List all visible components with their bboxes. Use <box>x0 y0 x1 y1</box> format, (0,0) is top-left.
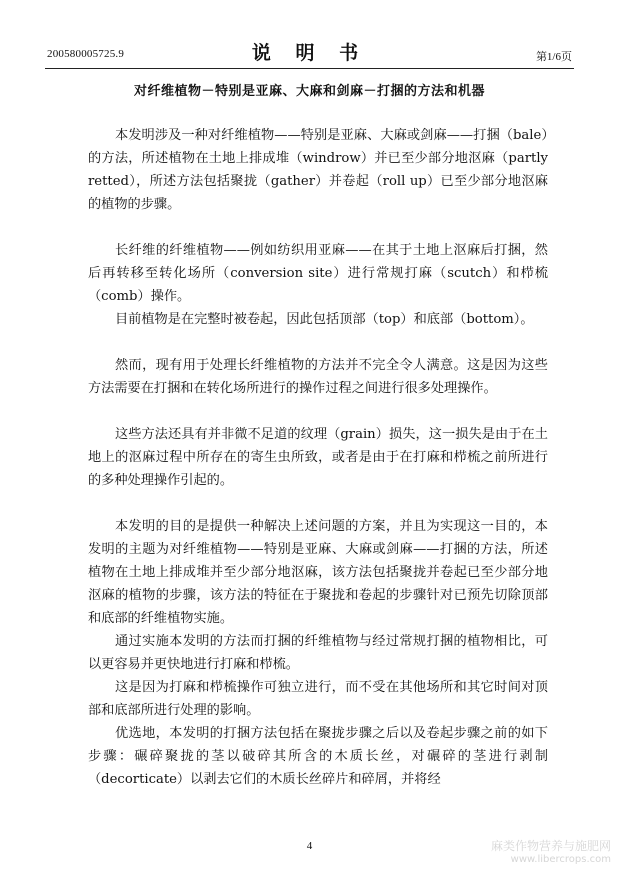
document-number: 200580005725.9 <box>47 48 125 60</box>
paragraph-current-state: 目前植物是在完整时被卷起，因此包括顶部（top）和底部（bottom）。 <box>115 312 534 327</box>
watermark-site-name: 麻类作物营养与施肥网 <box>490 839 611 853</box>
paragraph-object: 本发明的目的是提供一种解决上述问题的方案，并且为实现这一目的，本发明的主题为对纤维植物——特别是亚麻、大麻或剑麻——打捆的方法，所述植物在土地上排成堆并至少部分地沤麻，该方法包括聚拢并卷起已至少部分地沤麻的植物的步骤，该方法的特征在于聚拢和卷起的步骤针对已预先切除顶部和底部的纤维植物实施。 <box>88 519 548 626</box>
paragraph-preferred: 优选地，本发明的打捆方法包括在聚拢步骤之后以及卷起步骤之前的如下步骤：碾碎聚拢的茎以破碎其所含的木质长丝，对碾碎的茎进行剥制（decorticate）以剥去它们的木质长丝碎片和碎屑，并将经 <box>88 726 548 787</box>
paragraph-advantage: 通过实施本发明的方法而打捆的纤维植物与经过常规打捆的植物相比，可以更容易并更快地进行打麻和栉梳。 <box>88 634 548 672</box>
paragraph-reason: 这是因为打麻和栉梳操作可独立进行，而不受在其他场所和其它时间对顶部和底部所进行处理的影响。 <box>88 680 548 718</box>
paragraph-loss: 这些方法还具有并非微不足道的纹理（grain）损失，这一损失是由于在土地上的沤麻过程中所存在的寄生虫所致，或者是由于在打麻和栉梳之前所进行的多种处理操作引起的。 <box>88 427 548 488</box>
paragraph-problem: 然而，现有用于处理长纤维植物的方法并不完全令人满意。这是因为这些方法需要在打捆和在转化场所进行的操作过程之间进行很多处理操作。 <box>88 358 548 396</box>
page-number: 4 <box>306 840 313 852</box>
watermark <box>491 840 611 866</box>
page-indicator: 第1/6页 <box>535 51 572 63</box>
paragraph-background: 长纤维的纤维植物——例如纺织用亚麻——在其于土地上沤麻后打捆，然后再转移至转化场所（conversion site）进行常规打麻（scutch）和栉梳（comb）操作。 <box>88 243 548 304</box>
header-divider <box>45 68 574 69</box>
paragraph-intro: 本发明涉及一种对纤维植物——特别是亚麻、大麻或剑麻——打捆（bale）的方法，所述植物在土地上排成堆（windrow）并已至少部分地沤麻（partly retted），所述方法包括聚拢（gather）并卷起（roll up）已至少部分地沤麻的植物的步骤。 <box>88 128 548 212</box>
document-title: 对纤维植物－特别是亚麻、大麻和剑麻－打捆的方法和机器 <box>133 84 485 99</box>
watermark-url: www.libercrops.com <box>510 854 611 865</box>
header-title: 说 明 书 <box>251 42 368 64</box>
